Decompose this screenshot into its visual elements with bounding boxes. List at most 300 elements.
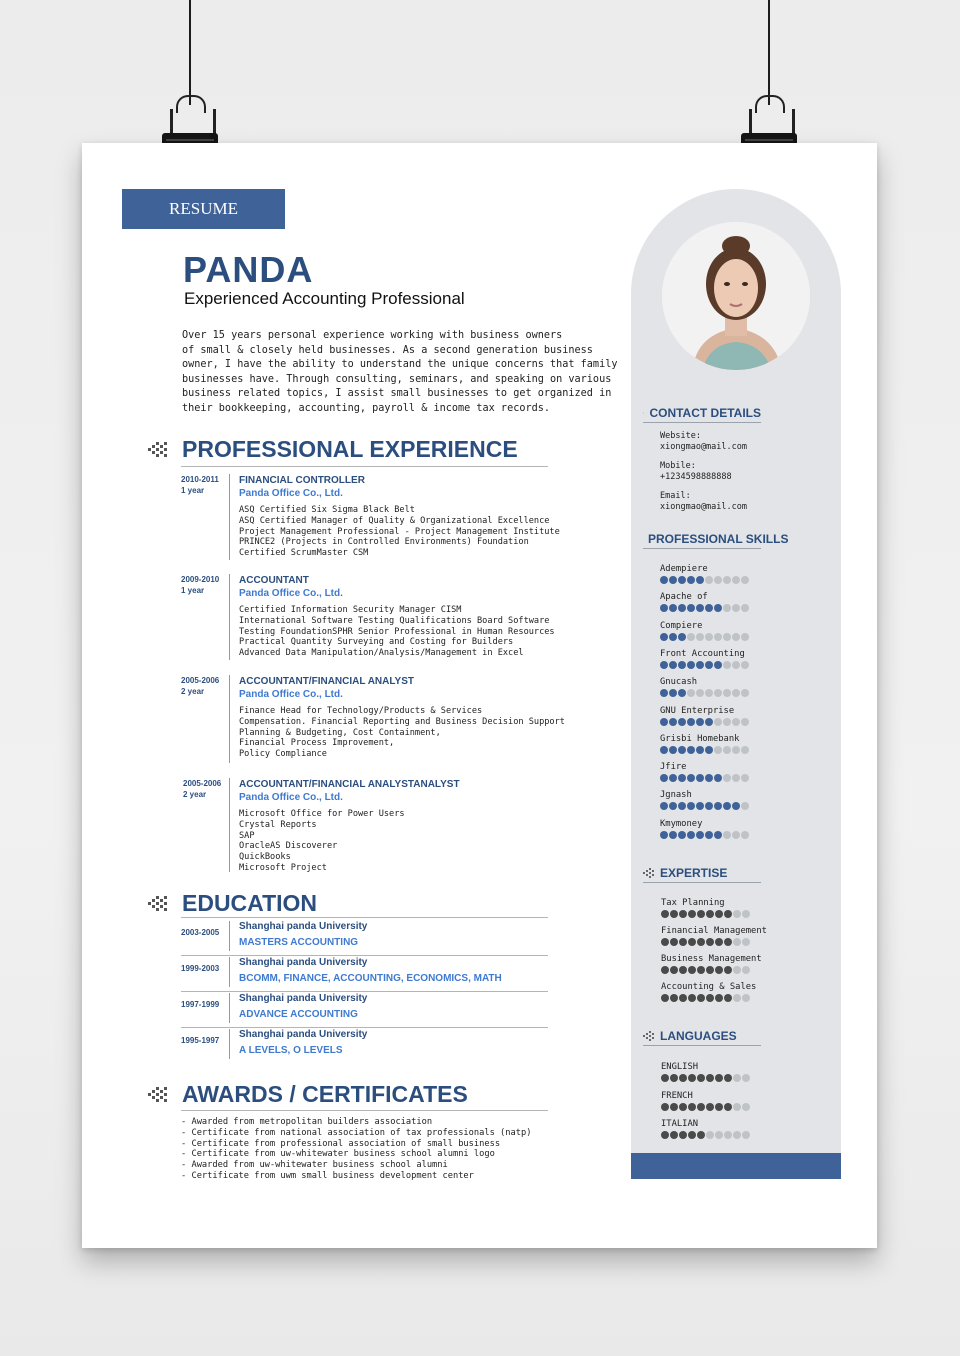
profile-photo xyxy=(662,222,810,370)
job-duty: Planning & Budgeting, Cost Containment, xyxy=(239,727,441,738)
rating-dot-filled xyxy=(687,661,695,669)
rating-dot-filled xyxy=(715,994,723,1002)
award-item: - Certificate from uwm small business development center xyxy=(181,1170,474,1181)
rating-dot-filled xyxy=(678,576,686,584)
education-entry xyxy=(181,919,548,956)
rating-dot-filled xyxy=(669,831,677,839)
rating-dot-filled xyxy=(714,604,722,612)
rating-label: Business Management xyxy=(661,954,762,964)
job-duty: Microsoft Office for Power Users xyxy=(239,809,405,819)
education-degree: MASTERS ACCOUNTING xyxy=(239,937,359,948)
rating-dot-empty xyxy=(741,661,749,669)
rating-dot-filled xyxy=(669,689,677,697)
rating-dot-filled xyxy=(724,910,732,918)
dot-grid-icon xyxy=(148,1086,170,1104)
rating-dot-filled xyxy=(714,802,722,810)
rating-dot-empty xyxy=(732,633,740,641)
job-duty: Project Management Professional - Project Management Institute xyxy=(239,526,560,537)
rating-dot-empty xyxy=(742,938,750,946)
rating-dot-filled xyxy=(724,966,732,974)
rating-dot-empty xyxy=(705,689,713,697)
contact-heading: CONTACT DETAILS xyxy=(643,406,761,423)
rating-dot-filled xyxy=(697,994,705,1002)
rating-dot-filled xyxy=(724,1103,732,1111)
rating-dot-filled xyxy=(687,576,695,584)
rating-dot-empty xyxy=(714,746,722,754)
dot-grid-icon xyxy=(148,895,170,913)
job-title: ACCOUNTANT xyxy=(239,575,309,586)
rating-dot-filled xyxy=(670,966,678,974)
rating-dot-filled xyxy=(705,746,713,754)
rating-dot-filled xyxy=(732,802,740,810)
rating-dot-filled xyxy=(660,661,668,669)
resume-tag: RESUME xyxy=(122,189,285,229)
rating-dot-filled xyxy=(678,774,686,782)
rating-dots xyxy=(660,661,749,669)
job-title: FINANCIAL CONTROLLER xyxy=(239,475,365,486)
rating-dot-empty xyxy=(723,831,731,839)
award-item: - Awarded from uw-whitewater business school alumni xyxy=(181,1160,448,1171)
rating-dots xyxy=(660,774,749,782)
rating-dot-empty xyxy=(741,576,749,584)
rating-dot-filled xyxy=(669,802,677,810)
education-heading xyxy=(148,890,317,917)
job-company: Panda Office Co., Ltd. xyxy=(239,792,343,803)
rating-dot-filled xyxy=(660,802,668,810)
rating-dots xyxy=(660,746,749,754)
rating-dot-filled xyxy=(688,966,696,974)
rating-dots xyxy=(660,718,749,726)
rating-dots xyxy=(660,831,749,839)
rating-dot-filled xyxy=(679,966,687,974)
skill-item xyxy=(660,649,749,669)
rating-dot-filled xyxy=(678,831,686,839)
skill-item xyxy=(660,621,749,641)
rating-dot-filled xyxy=(697,938,705,946)
languages-heading: LANGUAGES xyxy=(643,1029,761,1046)
rating-dot-empty xyxy=(741,689,749,697)
rating-label: GNU Enterprise xyxy=(660,705,735,716)
rating-label: Grisbi Homebank xyxy=(660,733,740,744)
rating-dot-filled xyxy=(715,1103,723,1111)
rating-dot-empty xyxy=(724,1131,732,1139)
rating-dot-empty xyxy=(714,718,722,726)
job-period: 2005-2006 2 year xyxy=(183,779,222,799)
rating-dot-filled xyxy=(697,1131,705,1139)
rating-dot-filled xyxy=(697,1074,705,1082)
rating-label: Compiere xyxy=(660,620,703,631)
rating-dot-filled xyxy=(723,802,731,810)
candidate-name: PANDA xyxy=(183,249,314,290)
education-title: EDUCATION xyxy=(182,890,318,916)
rating-dot-empty xyxy=(741,633,749,641)
rating-dot-filled xyxy=(679,910,687,918)
skill-item xyxy=(660,819,749,839)
rating-dot-filled xyxy=(687,802,695,810)
job-title: ACCOUNTANT/FINANCIAL ANALYSTANALYST xyxy=(239,779,460,790)
rating-label: Apache of xyxy=(660,592,708,603)
dot-grid-icon xyxy=(643,408,644,418)
rating-dot-filled xyxy=(714,831,722,839)
skill-item xyxy=(660,734,749,754)
rating-dot-filled xyxy=(697,910,705,918)
rating-dot-filled xyxy=(660,746,668,754)
job-duty: ASQ Certified Six Sigma Black Belt xyxy=(239,505,415,515)
rating-dot-filled xyxy=(660,718,668,726)
rating-dot-filled xyxy=(688,1103,696,1111)
rating-dot-filled xyxy=(714,661,722,669)
award-item: - Certificate from professional association of small business xyxy=(181,1138,501,1149)
rating-dot-empty xyxy=(733,910,741,918)
rating-dot-empty xyxy=(741,718,749,726)
rating-label: Adempiere xyxy=(660,564,708,574)
rating-dot-filled xyxy=(688,1074,696,1082)
rating-dot-filled xyxy=(705,661,713,669)
job-company: Panda Office Co., Ltd. xyxy=(239,689,343,700)
language-item xyxy=(661,1119,750,1139)
rating-dots xyxy=(661,1103,750,1111)
rating-dot-filled xyxy=(678,661,686,669)
rating-dot-filled xyxy=(661,1074,669,1082)
rating-dot-empty xyxy=(723,774,731,782)
job-duty: Testing FoundationSPHR Senior Professional in Human Resources xyxy=(239,626,555,637)
education-entry xyxy=(181,955,548,992)
education-degree: A LEVELS, O LEVELS xyxy=(239,1045,343,1056)
job-company: Panda Office Co., Ltd. xyxy=(239,488,343,499)
rating-dot-empty xyxy=(687,689,695,697)
rating-label: Jgnash xyxy=(660,790,692,801)
rating-dots xyxy=(661,966,762,974)
rating-dot-empty xyxy=(687,633,695,641)
job-duty: International Software Testing Qualifications Board Software xyxy=(239,615,550,626)
rating-dot-filled xyxy=(669,576,677,584)
job-duty: Certified Information Security Manager CISM xyxy=(239,605,462,615)
job-duty: PRINCE2 (Projects in Controlled Environments) Foundation xyxy=(239,537,529,548)
education-years: 2003-2005 xyxy=(181,928,220,937)
rating-dot-filled xyxy=(660,689,668,697)
rating-dot-empty xyxy=(723,604,731,612)
rating-dot-filled xyxy=(678,633,686,641)
rating-dot-filled xyxy=(660,831,668,839)
expertise-item xyxy=(661,954,762,974)
awards-list xyxy=(181,1117,531,1182)
rating-dot-empty xyxy=(732,746,740,754)
rating-dot-filled xyxy=(669,718,677,726)
rating-dot-empty xyxy=(733,1131,741,1139)
dot-grid-icon xyxy=(148,441,170,459)
rating-dot-filled xyxy=(669,774,677,782)
education-school: Shanghai panda University xyxy=(239,957,368,968)
rating-dot-empty xyxy=(696,633,704,641)
rating-dot-empty xyxy=(733,1103,741,1111)
rating-dot-empty xyxy=(706,1131,714,1139)
rating-dot-filled xyxy=(661,938,669,946)
rating-dot-empty xyxy=(733,994,741,1002)
rating-dot-filled xyxy=(705,774,713,782)
rating-dot-empty xyxy=(741,604,749,612)
rating-dot-empty xyxy=(714,689,722,697)
rating-dot-empty xyxy=(742,1103,750,1111)
education-degree: ADVANCE ACCOUNTING xyxy=(239,1009,358,1020)
rating-dot-empty xyxy=(714,633,722,641)
rating-dot-filled xyxy=(661,966,669,974)
job-duty: OracleAS Discoverer xyxy=(239,841,338,852)
rating-dot-empty xyxy=(732,774,740,782)
rating-dot-empty xyxy=(741,746,749,754)
job-period: 2010-2011 1 year xyxy=(181,475,219,495)
dot-grid-icon xyxy=(643,868,655,878)
rating-dot-filled xyxy=(706,910,714,918)
rating-dot-filled xyxy=(715,966,723,974)
rating-label: Financial Management xyxy=(661,926,767,936)
rating-dot-filled xyxy=(661,994,669,1002)
rating-dots xyxy=(660,604,749,612)
rating-dot-filled xyxy=(660,633,668,641)
rating-dot-empty xyxy=(723,746,731,754)
rating-dot-filled xyxy=(679,1103,687,1111)
dot-grid-icon xyxy=(643,1031,655,1041)
candidate-subtitle: Experienced Accounting Professional xyxy=(184,289,465,308)
rating-label: ITALIAN xyxy=(661,1119,699,1129)
rating-dot-filled xyxy=(687,831,695,839)
award-item: - Certificate from uw-whitewater business school alumni logo xyxy=(181,1149,495,1160)
rating-dot-empty xyxy=(732,689,740,697)
job-duty: Microsoft Project xyxy=(239,862,327,873)
rating-label: ENGLISH xyxy=(661,1062,699,1072)
rating-label: Gnucash xyxy=(660,677,698,688)
rating-dot-empty xyxy=(723,633,731,641)
rating-dot-empty xyxy=(732,718,740,726)
rating-dots xyxy=(660,802,749,810)
rating-dot-empty xyxy=(723,718,731,726)
rating-dot-filled xyxy=(696,576,704,584)
rating-dots xyxy=(660,633,749,641)
rating-dot-filled xyxy=(688,1131,696,1139)
rating-dot-filled xyxy=(670,1131,678,1139)
rating-dot-filled xyxy=(706,966,714,974)
rating-dot-empty xyxy=(742,1131,750,1139)
rating-dots xyxy=(660,689,749,697)
skill-item xyxy=(660,762,749,782)
job-company: Panda Office Co., Ltd. xyxy=(239,588,343,599)
rating-dot-filled xyxy=(696,718,704,726)
mobile-label: Mobile: xyxy=(660,461,696,471)
skill-item xyxy=(660,790,749,810)
award-item: - Certificate from national association of tax professionals (natp) xyxy=(181,1127,532,1138)
rating-dot-filled xyxy=(697,966,705,974)
job-title: ACCOUNTANT/FINANCIAL ANALYST xyxy=(239,676,414,687)
rating-dot-empty xyxy=(733,1074,741,1082)
language-item xyxy=(661,1062,750,1082)
job-duty: SAP xyxy=(239,830,255,841)
rating-dot-empty xyxy=(732,831,740,839)
website-label: Website: xyxy=(660,431,701,441)
rating-dot-filled xyxy=(696,802,704,810)
email-label: Email: xyxy=(660,491,691,501)
rating-dots xyxy=(661,910,750,918)
job-duty: Finance Head for Technology/Products & Services xyxy=(239,706,483,716)
rating-dots xyxy=(661,1074,750,1082)
awards-heading xyxy=(148,1081,468,1108)
rating-dot-filled xyxy=(688,994,696,1002)
rating-dot-filled xyxy=(669,604,677,612)
contact-details xyxy=(660,431,747,512)
skill-item xyxy=(660,564,749,584)
rating-dot-empty xyxy=(723,661,731,669)
expertise-heading: EXPERTISE xyxy=(643,866,761,883)
experience-heading xyxy=(148,436,518,463)
education-divider xyxy=(181,917,548,918)
rating-dot-filled xyxy=(678,718,686,726)
rating-dot-empty xyxy=(742,1074,750,1082)
rating-dot-filled xyxy=(679,1131,687,1139)
summary-text: Over 15 years personal experience working with business owners of small & closely held businesses. As a second generation business owner, I have the ability to understand the unique concerns that family businesses have. Through consulting, seminars, and speaking on various business related topics, I assist small businesses to get organized in their bookkeeping, accounting, payroll & income tax records. xyxy=(182,330,618,414)
education-entry xyxy=(181,1027,548,1063)
rating-dots xyxy=(661,938,767,946)
skills-heading: PROFESSIONAL SKILLS xyxy=(643,532,761,549)
rating-dot-empty xyxy=(742,994,750,1002)
awards-title: AWARDS / CERTIFICATES xyxy=(182,1081,468,1107)
rating-dot-filled xyxy=(696,774,704,782)
rating-dot-empty xyxy=(714,576,722,584)
awards-divider xyxy=(181,1110,548,1111)
rating-label: Kmymoney xyxy=(660,818,703,829)
skill-item xyxy=(660,592,749,612)
education-school: Shanghai panda University xyxy=(239,1029,368,1040)
rating-dot-filled xyxy=(687,774,695,782)
rating-dot-filled xyxy=(705,604,713,612)
rating-label: Jfire xyxy=(660,762,687,773)
rating-dot-empty xyxy=(696,689,704,697)
rating-dot-filled xyxy=(724,1074,732,1082)
rating-dot-filled xyxy=(687,746,695,754)
rating-dot-empty xyxy=(742,910,750,918)
rating-dot-filled xyxy=(715,910,723,918)
sidebar-footer-bar xyxy=(631,1153,841,1179)
rating-dot-filled xyxy=(687,604,695,612)
job-period: 2009-2010 1 year xyxy=(181,575,220,595)
education-entry xyxy=(181,991,548,1028)
rating-label: Accounting & Sales xyxy=(661,982,757,992)
rating-dot-filled xyxy=(688,910,696,918)
rating-dot-filled xyxy=(670,1074,678,1082)
sidebar xyxy=(631,189,841,1179)
website-value: xiongmao@mail.com xyxy=(660,441,747,452)
job-period: 2005-2006 2 year xyxy=(181,676,220,696)
rating-dot-filled xyxy=(696,661,704,669)
rating-dot-empty xyxy=(705,633,713,641)
rating-dot-filled xyxy=(670,1103,678,1111)
education-school: Shanghai panda University xyxy=(239,993,368,1004)
experience-divider xyxy=(181,466,548,467)
rating-dot-empty xyxy=(733,966,741,974)
rating-dot-filled xyxy=(696,746,704,754)
hanging-string-left xyxy=(189,0,191,105)
job-duty: Certified ScrumMaster CSM xyxy=(239,548,369,559)
rating-dot-filled xyxy=(679,938,687,946)
rating-dot-filled xyxy=(714,774,722,782)
rating-dot-empty xyxy=(723,576,731,584)
language-item xyxy=(661,1091,750,1111)
education-degree: BCOMM, FINANCE, ACCOUNTING, ECONOMICS, MATH xyxy=(239,973,502,984)
rating-dot-empty xyxy=(732,604,740,612)
hanging-string-right xyxy=(768,0,770,105)
rating-dot-filled xyxy=(697,1103,705,1111)
rating-dot-filled xyxy=(661,1103,669,1111)
rating-dot-filled xyxy=(679,1074,687,1082)
rating-dot-filled xyxy=(724,938,732,946)
rating-dot-filled xyxy=(661,910,669,918)
rating-dot-empty xyxy=(723,689,731,697)
rating-dot-filled xyxy=(679,994,687,1002)
rating-dot-filled xyxy=(678,604,686,612)
rating-dot-filled xyxy=(678,802,686,810)
rating-dot-filled xyxy=(660,576,668,584)
rating-dot-empty xyxy=(732,661,740,669)
skill-item xyxy=(660,706,749,726)
rating-dot-filled xyxy=(678,746,686,754)
expertise-item xyxy=(661,898,750,918)
rating-dot-filled xyxy=(669,746,677,754)
rating-label: Front Accounting xyxy=(660,648,745,659)
rating-dots xyxy=(661,1131,750,1139)
rating-dot-empty xyxy=(732,576,740,584)
rating-dot-filled xyxy=(705,802,713,810)
rating-dot-filled xyxy=(696,831,704,839)
job-duty: Financial Process Improvement, xyxy=(239,738,395,749)
resume-paper xyxy=(82,143,877,1248)
rating-label: Tax Planning xyxy=(661,898,725,908)
mobile-value: +1234598888888 xyxy=(660,471,732,482)
job-duty: Policy Compliance xyxy=(239,749,327,760)
email-value: xiongmao@mail.com xyxy=(660,501,747,512)
rating-dot-filled xyxy=(661,1131,669,1139)
rating-dot-empty xyxy=(741,802,749,810)
rating-dot-filled xyxy=(696,604,704,612)
rating-dot-filled xyxy=(660,774,668,782)
rating-dot-filled xyxy=(660,604,668,612)
award-item: - Awarded from metropolitan builders association xyxy=(181,1117,433,1127)
rating-dot-filled xyxy=(705,718,713,726)
rating-dot-empty xyxy=(741,831,749,839)
expertise-item xyxy=(661,926,767,946)
rating-dot-filled xyxy=(706,994,714,1002)
rating-dot-filled xyxy=(706,1103,714,1111)
expertise-item xyxy=(661,982,756,1002)
skill-item xyxy=(660,677,749,697)
rating-dot-empty xyxy=(733,938,741,946)
rating-label: FRENCH xyxy=(661,1090,693,1101)
rating-dot-filled xyxy=(724,994,732,1002)
job-duty: Crystal Reports xyxy=(239,819,317,830)
job-duty: Compensation. Financial Reporting and Business Decision Support xyxy=(239,716,565,727)
rating-dot-filled xyxy=(705,831,713,839)
experience-title: PROFESSIONAL EXPERIENCE xyxy=(182,436,518,462)
rating-dot-filled xyxy=(706,1074,714,1082)
rating-dot-filled xyxy=(670,994,678,1002)
rating-dot-filled xyxy=(669,633,677,641)
job-duty: QuickBooks xyxy=(239,852,291,863)
rating-dot-filled xyxy=(715,1074,723,1082)
rating-dot-empty xyxy=(742,966,750,974)
job-duty: ASQ Certified Manager of Quality & Organizational Excellence xyxy=(239,515,550,526)
education-years: 1999-2003 xyxy=(181,964,220,973)
rating-dot-filled xyxy=(688,938,696,946)
rating-dot-filled xyxy=(670,938,678,946)
rating-dot-filled xyxy=(687,718,695,726)
rating-dot-filled xyxy=(715,938,723,946)
rating-dot-filled xyxy=(670,910,678,918)
